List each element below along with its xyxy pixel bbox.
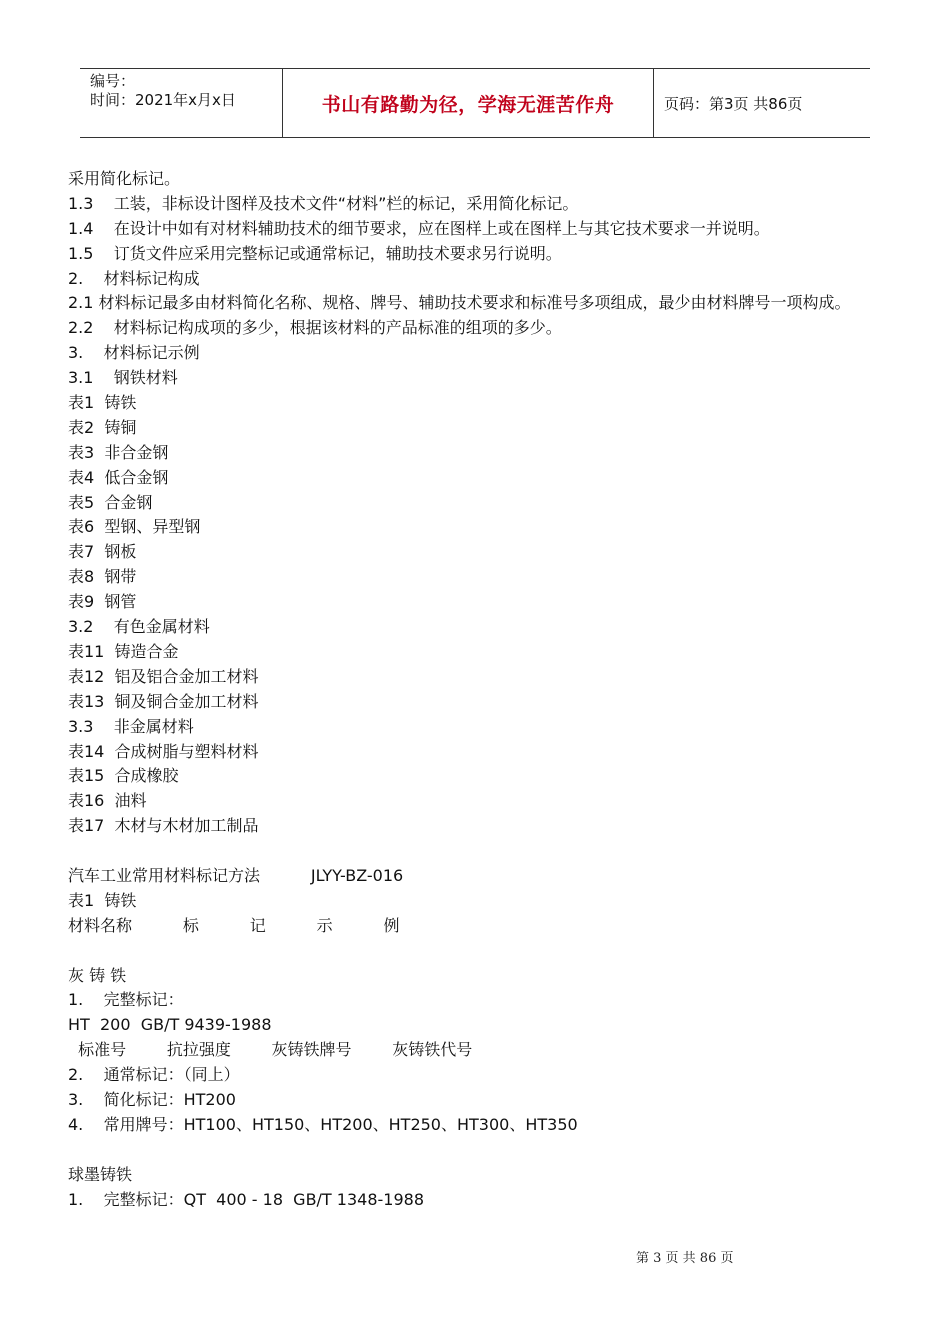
text-line: 表15 合成橡胶 [68, 766, 179, 786]
text-line: 2.1 材料标记最多由材料简化名称、规格、牌号、辅助技术要求和标准号多项组成，最少由材料牌号一项构成。 [68, 293, 851, 313]
text-line: 表5 合金钢 [68, 492, 153, 512]
text-line: 3.2 有色金属材料 [68, 617, 210, 637]
text-line: HT 200 GB/T 9439-1988 [68, 1015, 272, 1035]
text-line: 表1 铸铁 [68, 890, 137, 910]
text-line: 表13 铜及铜合金加工材料 [68, 691, 259, 711]
blank-line [68, 939, 878, 964]
text-line: 球墨铸铁 [68, 1164, 133, 1184]
text-line: 材料名称 标 记 示 例 [68, 915, 400, 935]
text-line: 3.3 非金属材料 [68, 716, 194, 736]
text-line: 表12 铝及铝合金加工材料 [68, 666, 259, 686]
text-line: 1.4 在设计中如有对材料辅助技术的细节要求，应在图样上或在图样上与其它技术要求一并说明。 [68, 218, 770, 238]
text-line: 2. 材料标记构成 [68, 268, 200, 288]
text-line: 2.2 材料标记构成项的多少，根据该材料的产品标准的组项的多少。 [68, 318, 562, 338]
number-label: 编号： [90, 72, 136, 90]
text-line: 1.3 工装，非标设计图样及技术文件“材料”栏的标记，采用简化标记。 [68, 193, 579, 213]
text-line: 1.5 订货文件应采用完整标记或通常标记，辅助技术要求另行说明。 [68, 243, 562, 263]
document-body [68, 167, 878, 1212]
blank-line [68, 1138, 878, 1163]
header-meta [80, 69, 282, 137]
text-line: 灰 铸 铁 [68, 965, 127, 985]
text-line: 3. 简化标记：HT200 [68, 1089, 236, 1109]
text-line: 表17 木材与木材加工制品 [68, 816, 259, 836]
text-line: 表8 钢带 [68, 567, 137, 587]
text-line: 表4 低合金钢 [68, 467, 169, 487]
text-line: 表6 型钢、异型钢 [68, 517, 201, 537]
header-motto: 书山有路勤为径，学海无涯苦作舟 [282, 69, 654, 137]
time-label: 时间：2021年x月x日 [90, 91, 236, 109]
blank-line [68, 839, 878, 864]
text-line: 表1 铸铁 [68, 393, 137, 413]
text-line: 标准号 抗拉强度 灰铸铁牌号 灰铸铁代号 [68, 1040, 473, 1060]
text-line: 表7 钢板 [68, 542, 137, 562]
text-line: 3.1 钢铁材料 [68, 368, 178, 388]
page-footer: 第 3 页 共 86 页 [636, 1251, 734, 1266]
text-line: 表14 合成树脂与塑料材料 [68, 741, 259, 761]
text-line: 表2 铸铜 [68, 417, 137, 437]
text-line: 汽车工业常用材料标记方法 JLYY-BZ-016 [68, 865, 404, 885]
header-page-label: 页码：第3页 共86页 [664, 94, 803, 113]
page-header [80, 68, 870, 138]
text-line: 采用简化标记。 [68, 169, 181, 188]
text-line: 表11 铸造合金 [68, 641, 179, 661]
text-line: 1. 完整标记：QT 400 - 18 GB/T 1348-1988 [68, 1189, 425, 1209]
text-line: 3. 材料标记示例 [68, 343, 200, 363]
text-line: 2. 通常标记：（同上） [68, 1065, 240, 1085]
text-line: 表9 钢管 [68, 592, 137, 612]
text-line: 4. 常用牌号：HT100、HT150、HT200、HT250、HT300、HT350 [68, 1114, 578, 1134]
text-line: 表3 非合金钢 [68, 442, 169, 462]
text-line: 表16 油料 [68, 791, 147, 811]
text-line: 1. 完整标记： [68, 990, 184, 1010]
